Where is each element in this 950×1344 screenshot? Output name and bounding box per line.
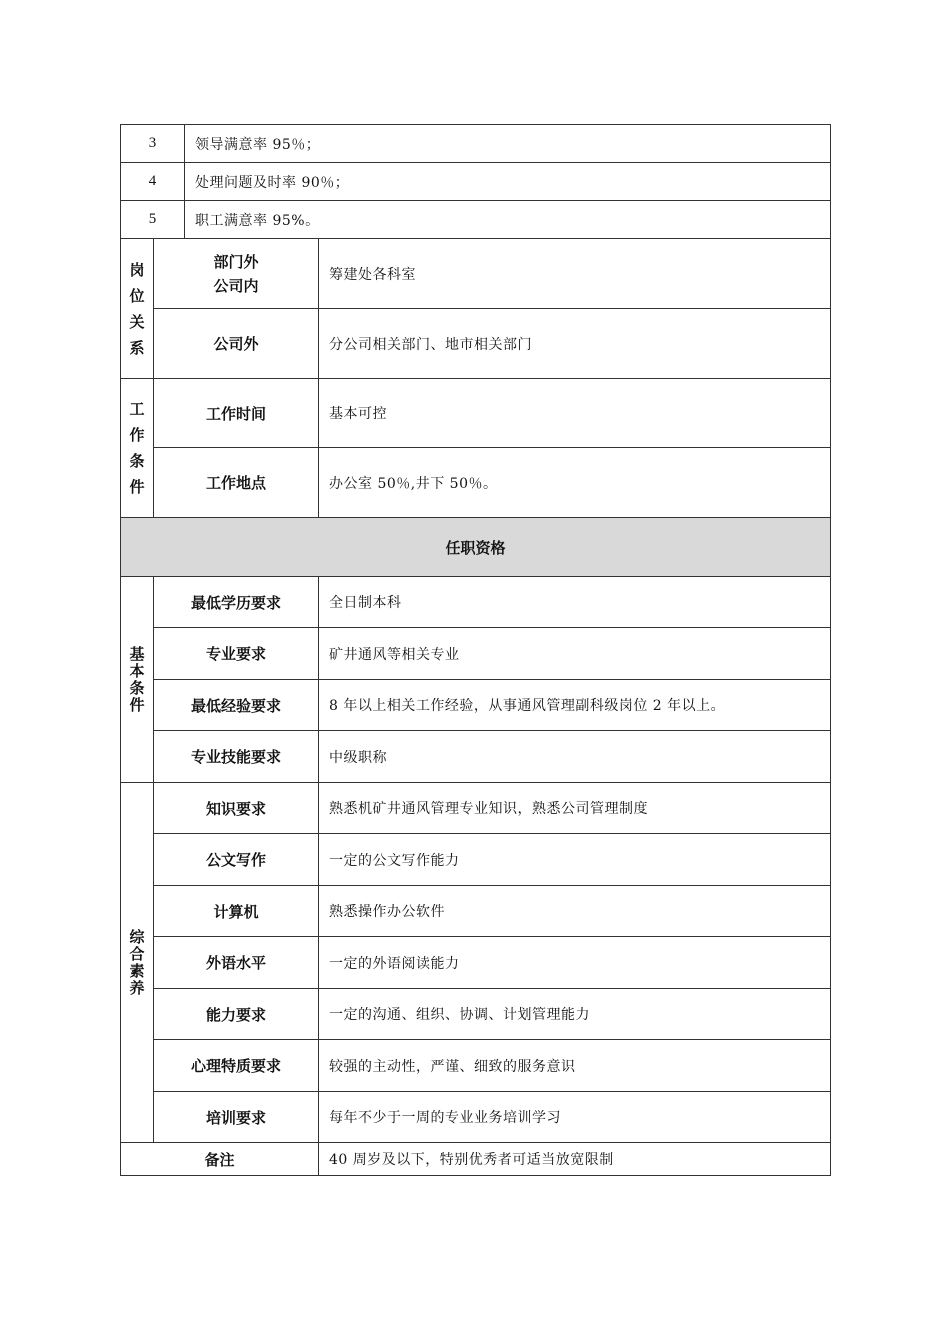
relations-outer-label: 公司外 — [154, 309, 319, 379]
basic-value: 8 年以上相关工作经验，从事通风管理副科级岗位 2 年以上。 — [319, 680, 831, 731]
overall-row — [121, 783, 831, 834]
relations-group-label: 岗 位 关 系 — [121, 239, 154, 379]
overall-label: 公文写作 — [154, 834, 319, 886]
overall-label: 外语水平 — [154, 937, 319, 989]
basic-row — [121, 577, 831, 628]
kpi-text: 领导满意率 95％； — [185, 125, 831, 163]
relations-inner-row — [121, 239, 831, 309]
kpi-number: 3 — [121, 125, 185, 163]
overall-row — [121, 834, 831, 886]
basic-row — [121, 628, 831, 680]
basic-label: 专业技能要求 — [154, 731, 319, 783]
kpi-row — [121, 125, 831, 163]
relations-inner-value: 筹建处各科室 — [319, 239, 831, 309]
kpi-number: 5 — [121, 201, 185, 239]
overall-label: 能力要求 — [154, 989, 319, 1040]
overall-value: 一定的外语阅读能力 — [319, 937, 831, 989]
remark-label: 备注 — [121, 1143, 319, 1176]
overall-value: 较强的主动性，严谨、细致的服务意识 — [319, 1040, 831, 1092]
overall-row — [121, 886, 831, 937]
overall-label: 心理特质要求 — [154, 1040, 319, 1092]
overall-label: 培训要求 — [154, 1092, 319, 1143]
work-place-label: 工作地点 — [154, 448, 319, 518]
overall-row — [121, 1092, 831, 1143]
work-place-value: 办公室 50％,井下 50％。 — [319, 448, 831, 518]
overall-value: 熟悉机矿井通风管理专业知识，熟悉公司管理制度 — [319, 783, 831, 834]
overall-value: 每年不少于一周的专业业务培训学习 — [319, 1092, 831, 1143]
overall-value: 一定的沟通、组织、协调、计划管理能力 — [319, 989, 831, 1040]
overall-label: 知识要求 — [154, 783, 319, 834]
kpi-number: 4 — [121, 163, 185, 201]
relations-inner-label: 部门外 公司内 — [154, 239, 319, 309]
conditions-place-row — [121, 448, 831, 518]
basic-row — [121, 731, 831, 783]
conditions-time-row — [121, 379, 831, 448]
basic-label: 最低经验要求 — [154, 680, 319, 731]
job-description-table — [120, 124, 831, 1176]
basic-group-label: 基 本 条 件 — [121, 577, 154, 783]
conditions-group-label: 工 作 条 件 — [121, 379, 154, 518]
relations-outer-row — [121, 309, 831, 379]
overall-value: 一定的公文写作能力 — [319, 834, 831, 886]
section-header-row — [121, 518, 831, 577]
basic-value: 中级职称 — [319, 731, 831, 783]
basic-label: 最低学历要求 — [154, 577, 319, 628]
work-time-value: 基本可控 — [319, 379, 831, 448]
overall-value: 熟悉操作办公软件 — [319, 886, 831, 937]
work-time-label: 工作时间 — [154, 379, 319, 448]
section-title: 任职资格 — [121, 518, 831, 577]
kpi-row — [121, 163, 831, 201]
overall-row — [121, 937, 831, 989]
relations-outer-value: 分公司相关部门、地市相关部门 — [319, 309, 831, 379]
remark-row — [121, 1143, 831, 1176]
kpi-text: 处理问题及时率 90％； — [185, 163, 831, 201]
basic-value: 全日制本科 — [319, 577, 831, 628]
kpi-text: 职工满意率 95%。 — [185, 201, 831, 239]
basic-value: 矿井通风等相关专业 — [319, 628, 831, 680]
remark-value: 40 周岁及以下，特别优秀者可适当放宽限制 — [319, 1143, 831, 1176]
kpi-row — [121, 201, 831, 239]
basic-row — [121, 680, 831, 731]
overall-label: 计算机 — [154, 886, 319, 937]
overall-group-label: 综 合 素 养 — [121, 783, 154, 1143]
basic-label: 专业要求 — [154, 628, 319, 680]
overall-row — [121, 1040, 831, 1092]
overall-row — [121, 989, 831, 1040]
